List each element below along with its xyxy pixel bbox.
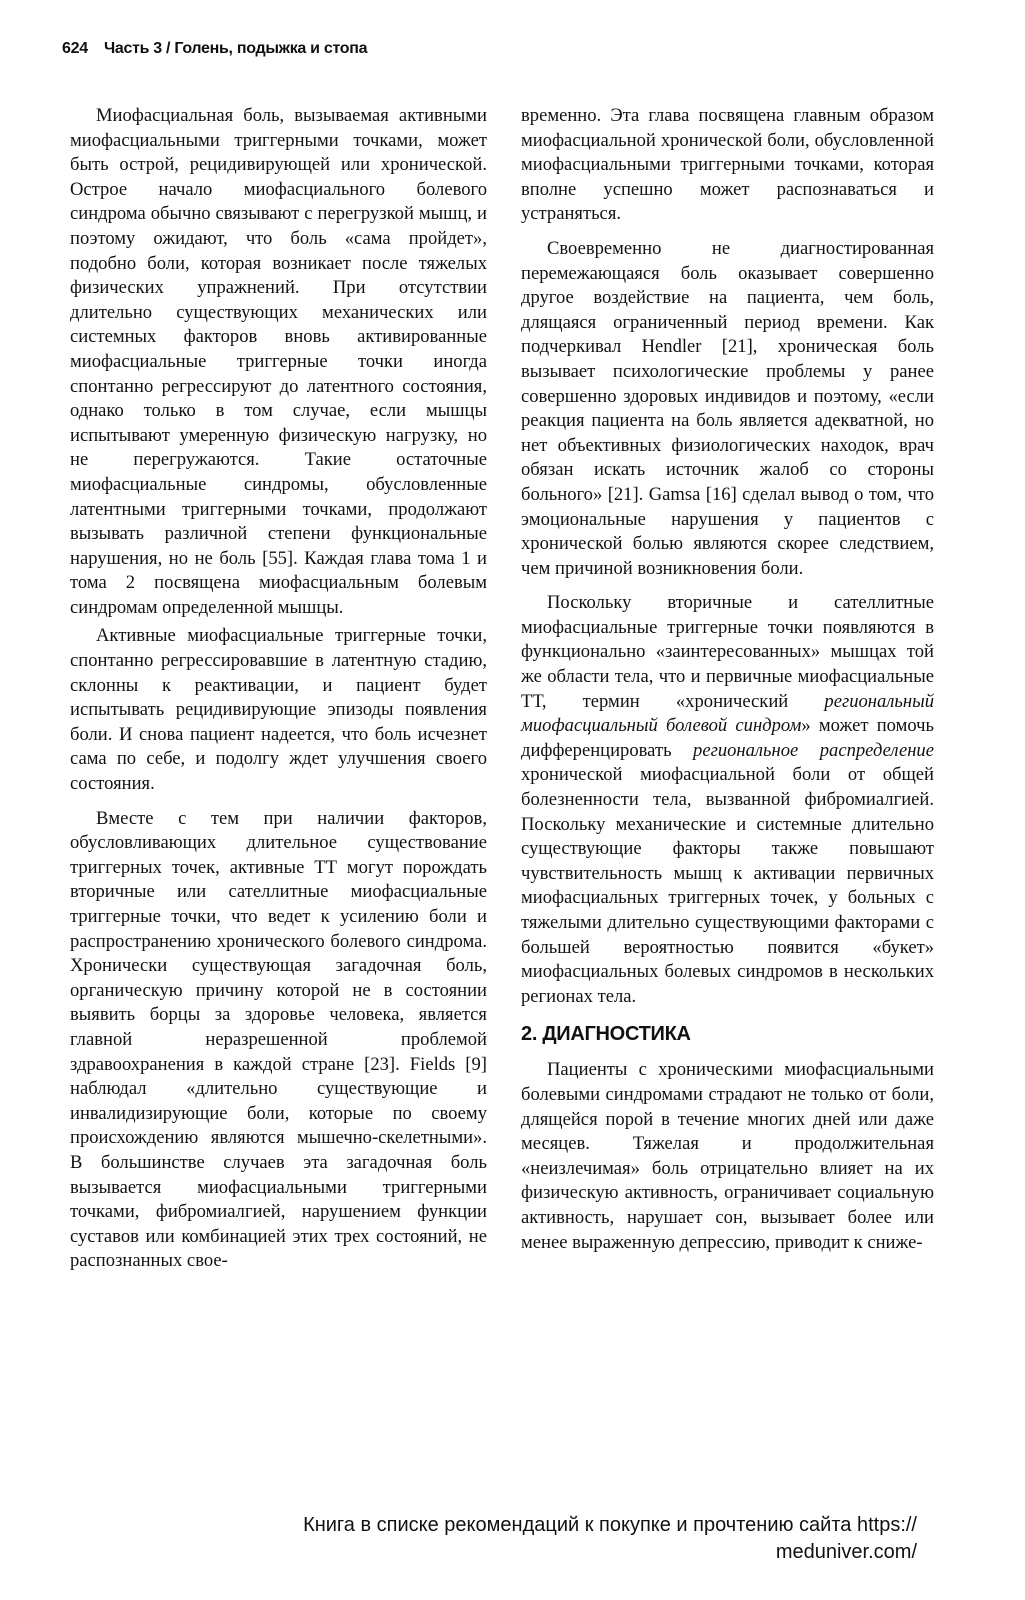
text-run: хронической миофасциальной боли от общей болезненности тела, вызванной фибромиалгией. Поскольку механические и системные длительно существующие факторы также повышают чувствительность мышц к активации первичных миофасциальных триггерных точек, у больных с тяжелыми длительно существующими факторами с большей вероятностью появится «букет» миофасциальных болевых синдромов в нескольких регионах тела. [521, 764, 934, 1007]
watermark-link[interactable]: meduniver.com/ [775, 1541, 917, 1563]
italic-term: региональный миофасциальный болевой синдром [521, 690, 934, 737]
paragraph: Своевременно не диагностированная перемежающаяся боль оказывает совершенно другое воздействие на пациента, чем боль, длящаяся ограниченный период времени. Как подчеркивал Hendler [21], хроническая боль вызывает психологические проблемы у ранее совершенно здоровых индивидов и поэтому, «если реакция пациента на боль является адекватной, но нет объективных физиологических находок, врач обязан искать источник жалоб со стороны больного» [21]. Gamsa [16] сделал вывод о том, что эмоциональные нарушения у пациентов с хронической болью являются скорее следствием, чем причиной возникновения боли. [521, 237, 934, 579]
right-column [521, 104, 934, 1259]
italic-term: региональное распределение [693, 739, 934, 761]
text-run: » может помочь дифференцировать [521, 715, 934, 761]
page-header [62, 40, 367, 58]
paragraph: Активные миофасциальные триггерные точки, спонтанно регрессировавшие в латентную стадию, склонны к реактивации, и пациент будет испытывать рецидивирующие эпизоды появления боли. И снова пациент надеется, что боль исчезнет сама по себе, и подолгу ждет улучшения своего состояния. [70, 625, 487, 795]
paragraph: временно. Эта глава посвящена главным образом миофасциальной хронической боли, обусловленной миофасциальными триггерными точками, которая вполне успешно может распознаваться и устраняться. [521, 105, 934, 225]
running-title: Часть 3 / Голень, подыжка и стопа [103, 40, 368, 57]
text-run: Поскольку вторичные и сателлитные миофасциальные триггерные точки появляются в функционально «заинтересованных» мышцах той же области тела, что и первичные миофасциальные ТТ, термин «хронический [521, 592, 934, 712]
paragraph [521, 591, 934, 1009]
paragraph: Миофасциальная боль, вызываемая активными миофасциальными триггерными точками, может быть острой, рецидивирующей или хронической. Острое начало миофасциального болевого синдрома обычно связывают с перегрузкой мышц, и поэтому ожидают, что боль «сама пройдет», подобно боли, которая возникает после тяжелых физических упражнений. При отсутствии длительно существующих механических или системных факторов вновь активированные миофасциальные триггерные точки иногда спонтанно регрессируют до латентного состояния, однако только в том случае, если мышцы испытывают умеренную физическую нагрузку, но не перегружаются. Такие остаточные миофасциальные синдромы, обусловленные латентными триггерными точками, продолжают вызывать различной степени функциональные нарушения, но не боль [55]. Каждая глава тома 1 и тома 2 посвящена миофасциальным болевым синдромам определенной мышцы. [70, 105, 487, 618]
paragraph: Вместе с тем при наличии факторов, обусловливающих длительное существование триггерных точек, активные ТТ могут порождать вторичные или сателлитные миофасциальные триггерные точки, что ведет к усилению боли и распространению хронического болевого синдрома. Хронически существующая загадочная боль, органическую причину которой не в состоянии выявить борцы за здоровье человека, является главной неразрешенной проблемой здравоохранения в каждой стране [23]. Fields [9] наблюдал «длительно существующие и инвалидизирующие боли, которые по своему происхождению являются мышечно-скелетными». В большинстве случаев эта загадочная боль вызывается миофасциальными триггерными точками, фибромиалгией, нарушением функции суставов или комбинацией этих трех состояний, не распознанных свое- [70, 807, 487, 1272]
left-column [70, 104, 487, 1278]
paragraph: Пациенты с хроническими миофасциальными болевыми синдромами страдают не только от боли, длящейся порой в течение многих дней или даже месяцев. Тяжелая и продолжительная «неизлечимая» боль отрицательно влияет на их физическую активность, ограничивает социальную активность, нарушает сон, вызывает более или менее выраженную депрессию, приводит к сниже- [521, 1059, 934, 1253]
page-number: 624 [62, 40, 88, 57]
watermark-footer [117, 1512, 917, 1566]
section-heading: 2. ДИАГНОСТИКА [521, 1023, 691, 1046]
watermark-line: Книга в списке рекомендаций к покупке и прочтению сайта https:// [303, 1514, 917, 1536]
